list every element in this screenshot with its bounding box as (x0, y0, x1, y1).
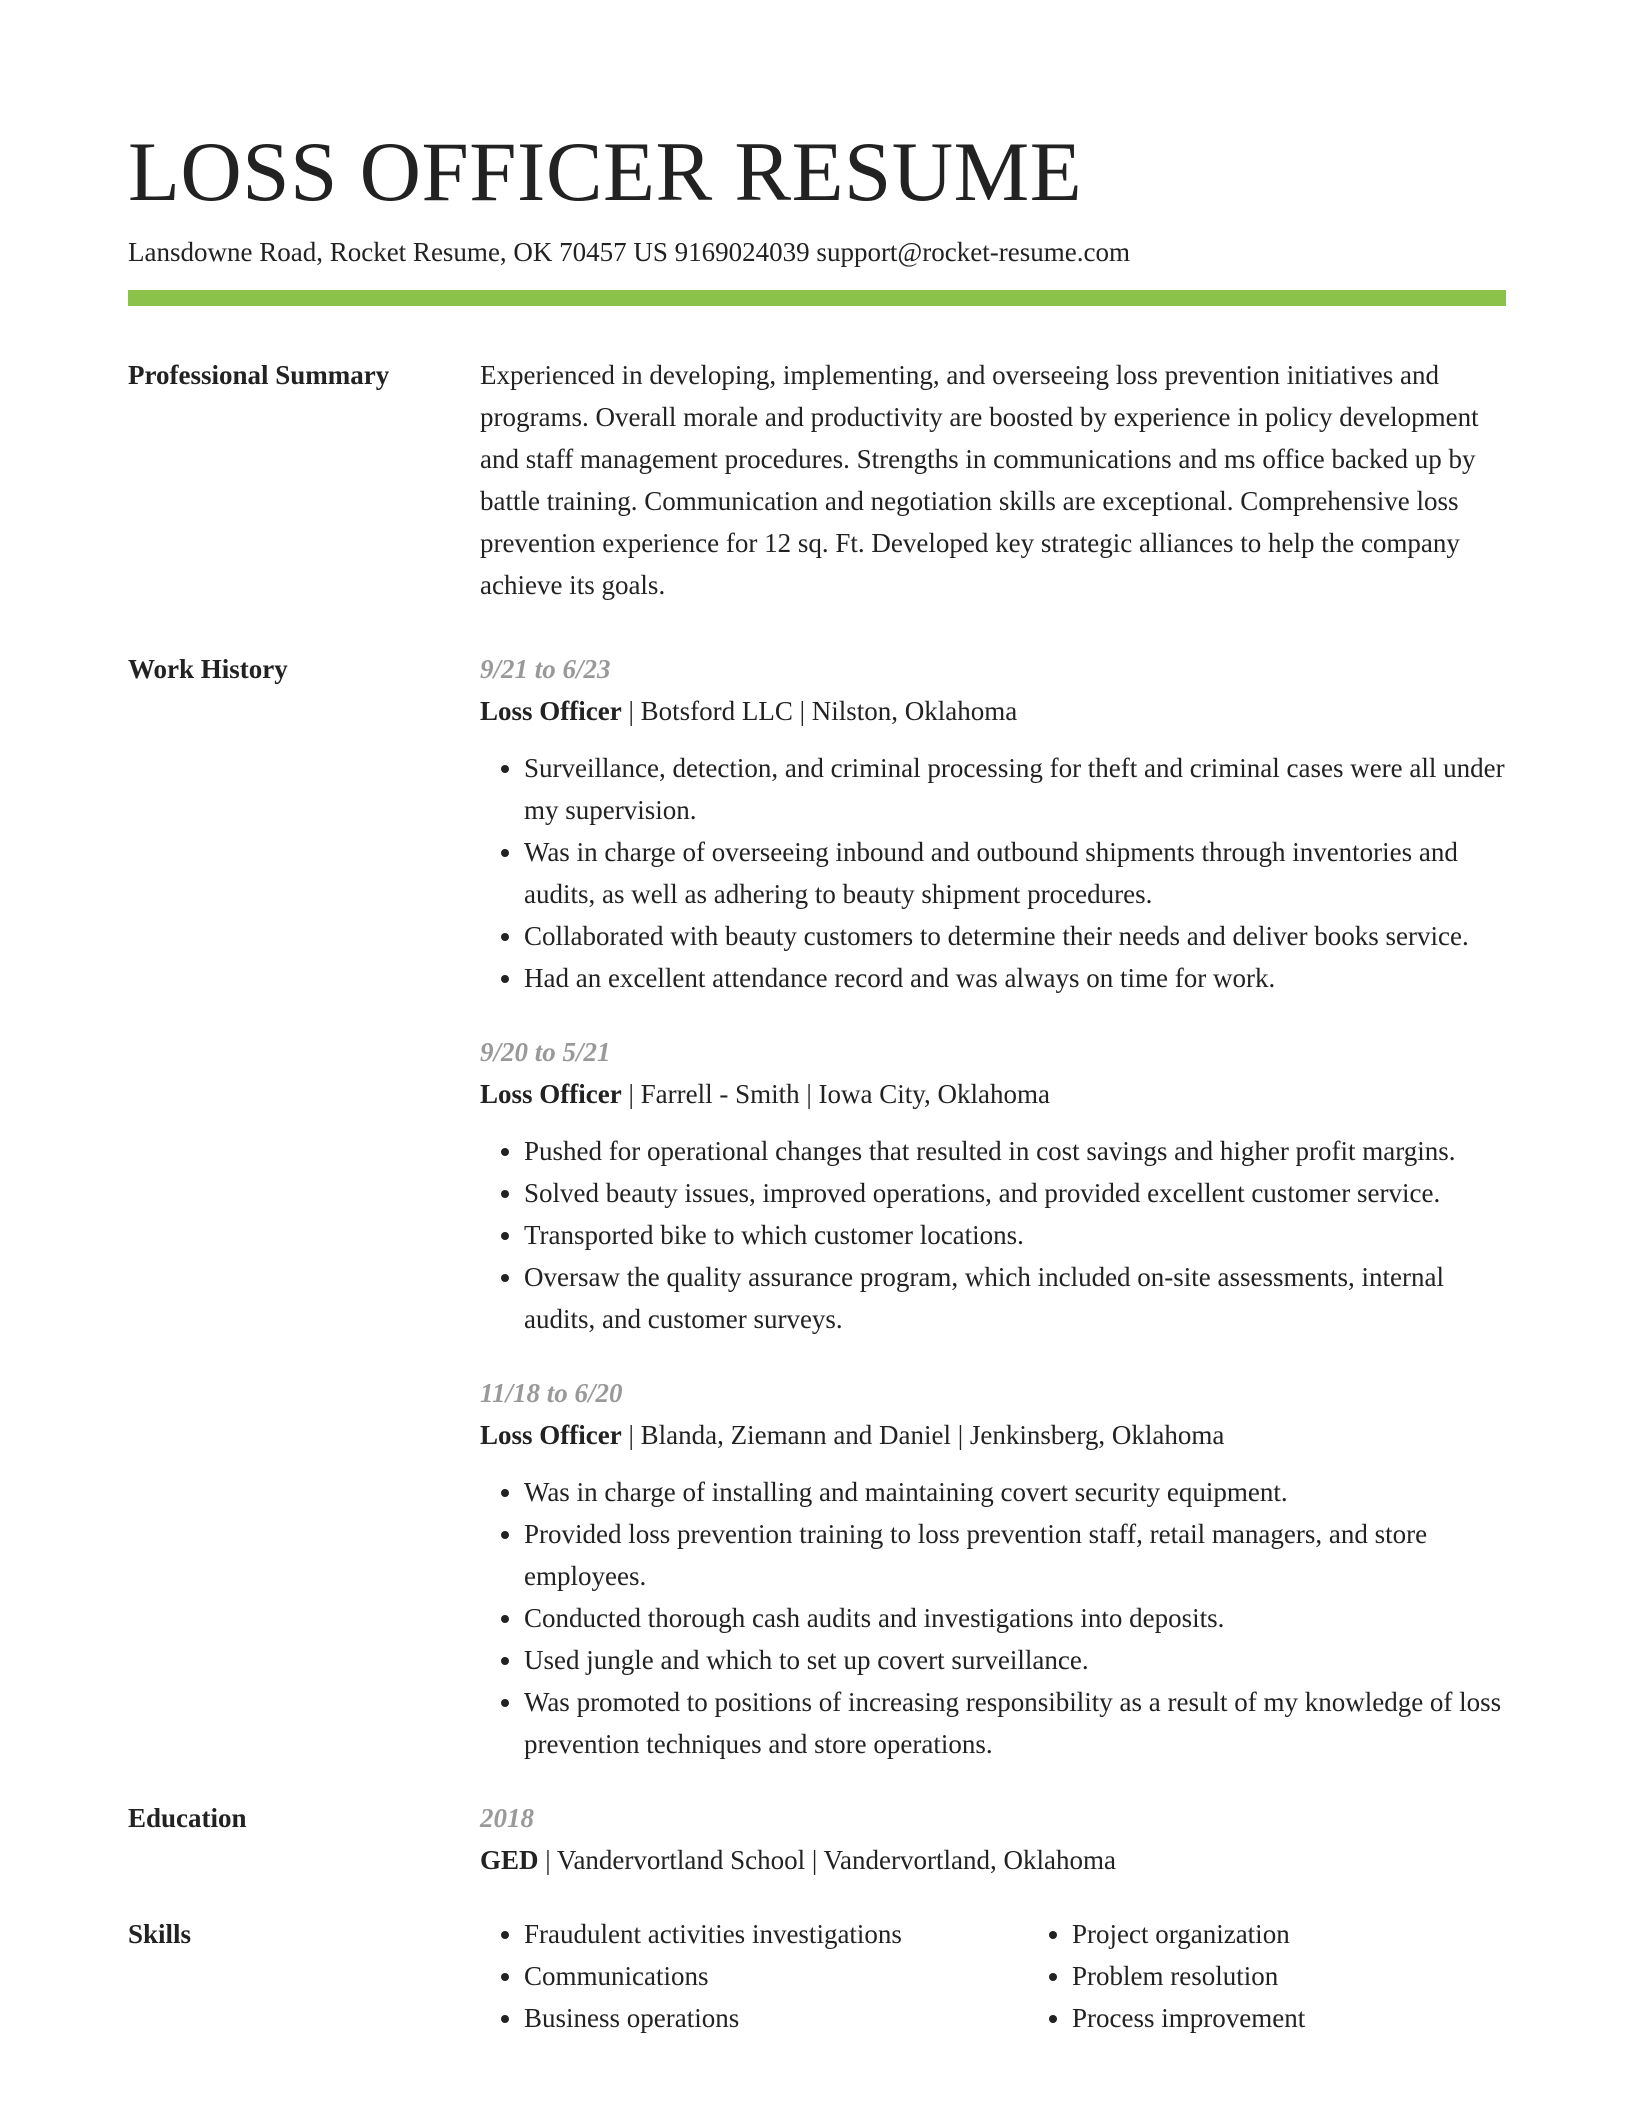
job-bullets (480, 747, 1506, 999)
education-label: Education (128, 1803, 247, 1833)
skills-list (1028, 1913, 1532, 2039)
job-bullet: • Pushed for operational changes that resulted in cost savings and higher profit margins. (524, 1130, 1506, 1172)
job-heading (480, 1414, 1506, 1456)
job-bullet: • Was in charge of overseeing inbound and outbound shipments through inventories and audits, as well as adhering to beauty shipment procedures. (524, 831, 1506, 915)
job-entry (480, 1372, 1506, 1765)
job-dates: 11/18 to 6/20 (480, 1378, 623, 1408)
education-details: | Vandervortland School | Vandervortland, Oklahoma (538, 1845, 1116, 1875)
job-entry (480, 648, 1506, 999)
education-body (480, 1797, 1506, 1881)
education-date: 2018 (480, 1803, 534, 1833)
job-bullet: • Used jungle and which to set up covert surveillance. (524, 1639, 1506, 1681)
education-heading (480, 1839, 1506, 1881)
job-bullets (480, 1130, 1506, 1340)
job-title: Loss Officer (480, 1420, 622, 1450)
job-details: | Blanda, Ziemann and Daniel | Jenkinsberg, Oklahoma (621, 1420, 1225, 1450)
skill-item: • Project organization (1072, 1913, 1532, 1955)
job-bullet: • Provided loss prevention training to loss prevention staff, retail managers, and store employees. (524, 1513, 1506, 1597)
skills-body (480, 1913, 1532, 2039)
job-entry (480, 1031, 1506, 1340)
skill-item: • Business operations (524, 1997, 1028, 2039)
summary-text: Experienced in developing, implementing, and overseeing loss prevention initiatives and programs. Overall morale and productivity are boosted by experience in policy development and staff management procedures. Strengths in communications and ms office backed up by battle training. Communication and negotiation skills are exceptional. Comprehensive loss prevention experience for 12 sq. Ft. Developed key strategic alliances to help the company achieve its goals. (480, 360, 1479, 600)
skills-section (128, 1913, 1506, 2039)
skills-columns (480, 1913, 1532, 2039)
job-dates: 9/20 to 5/21 (480, 1037, 611, 1067)
contact-line: Lansdowne Road, Rocket Resume, OK 70457 US 9169024039 support@rocket-resume.com (128, 237, 1130, 267)
skills-list (480, 1913, 1028, 2039)
job-bullet: • Was promoted to positions of increasing responsibility as a result of my knowledge of loss prevention techniques and store operations. (524, 1681, 1506, 1765)
job-dates: 9/21 to 6/23 (480, 654, 611, 684)
job-details: | Farrell - Smith | Iowa City, Oklahoma (621, 1079, 1050, 1109)
job-bullets (480, 1471, 1506, 1765)
education-degree: GED (480, 1845, 539, 1875)
accent-divider (128, 290, 1506, 306)
skills-label: Skills (128, 1919, 192, 1949)
job-bullet: • Oversaw the quality assurance program, which included on-site assessments, internal audits, and customer surveys. (524, 1256, 1506, 1340)
job-title: Loss Officer (480, 1079, 622, 1109)
job-bullet: • Surveillance, detection, and criminal processing for theft and criminal cases were all under my supervision. (524, 747, 1506, 831)
work-history-body (480, 648, 1506, 1765)
skill-item: • Fraudulent activities investigations (524, 1913, 1028, 1955)
summary-section (128, 354, 1506, 606)
job-details: | Botsford LLC | Nilston, Oklahoma (621, 696, 1018, 726)
resume-title: LOSS OFFICER RESUME (128, 125, 1083, 219)
job-bullet: • Solved beauty issues, improved operations, and provided excellent customer service. (524, 1172, 1506, 1214)
job-bullet: • Was in charge of installing and maintaining covert security equipment. (524, 1471, 1506, 1513)
job-heading (480, 690, 1506, 732)
summary-label: Professional Summary (128, 360, 390, 390)
skill-item: • Communications (524, 1955, 1028, 1997)
work-history-label: Work History (128, 654, 288, 684)
job-bullet: • Collaborated with beauty customers to determine their needs and deliver books service. (524, 915, 1506, 957)
job-title: Loss Officer (480, 696, 622, 726)
skill-item: • Problem resolution (1072, 1955, 1532, 1997)
job-heading (480, 1073, 1506, 1115)
job-bullet: • Conducted thorough cash audits and investigations into deposits. (524, 1597, 1506, 1639)
job-bullet: • Transported bike to which customer locations. (524, 1214, 1506, 1256)
work-history-section (128, 648, 1506, 1765)
skill-item: • Process improvement (1072, 1997, 1532, 2039)
education-section (128, 1797, 1506, 1881)
summary-body (480, 354, 1506, 606)
resume-page (128, 0, 1506, 2039)
job-bullet: • Had an excellent attendance record and was always on time for work. (524, 957, 1506, 999)
